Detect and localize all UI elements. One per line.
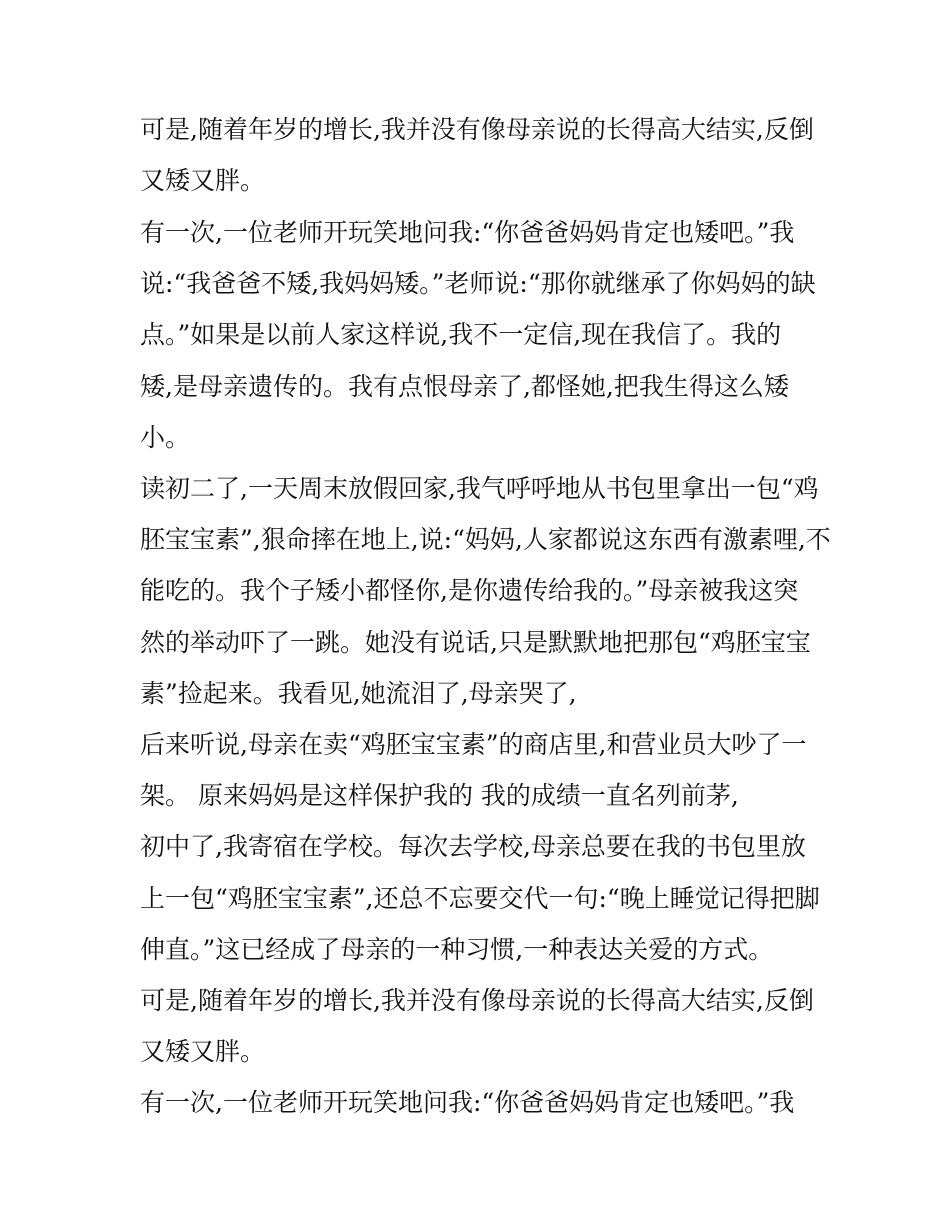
text-line: 又矮又胖。 (140, 1037, 266, 1066)
text-line: 小。 (140, 423, 191, 452)
text-line: 架。 原来妈妈是这样保护我的 我的成绩一直名列前茅, (140, 781, 739, 810)
text-line: 素”捡起来。我看见,她流泪了,母亲哭了, (140, 679, 577, 708)
text-line: 上一包“鸡胚宝宝素”,还总不忘要交代一句:“晚上睡觉记得把脚 (140, 884, 820, 913)
text-line: 初中了,我寄宿在学校。每次去学校,母亲总要在我的书包里放 (140, 832, 806, 861)
text-line: 有一次,一位老师开玩笑地问我:“你爸爸妈妈肯定也矮吧。”我 (140, 218, 795, 247)
text-line: 能吃的。我个子矮小都怪你,是你遗传给我的。”母亲被我这突 (140, 576, 799, 605)
text-line: 又矮又胖。 (140, 166, 266, 195)
text-line: 可是,随着年岁的增长,我并没有像母亲说的长得高大结实,反倒 (140, 115, 814, 144)
text-line: 然的举动吓了一跳。她没有说话,只是默默地把那包“鸡胚宝宝 (140, 628, 811, 657)
text-line: 说:“我爸爸不矮,我妈妈矮。”老师说:“那你就继承了你妈妈的缺 (140, 269, 816, 298)
text-line: 读初二了,一天周末放假回家,我气呼呼地从书包里拿出一包“鸡 (140, 474, 819, 503)
text-line: 胚宝宝素”,狠命摔在地上,说:“妈妈,人家都说这东西有激素哩,不 (140, 525, 831, 554)
text-line: 有一次,一位老师开玩笑地问我:“你爸爸妈妈肯定也矮吧。”我 (140, 1088, 795, 1117)
text-line: 点。”如果是以前人家这样说,我不一定信,现在我信了。我的 (140, 320, 782, 349)
text-line: 伸直。”这已经成了母亲的一种习惯,一种表达关爱的方式。 (140, 935, 774, 964)
text-line: 可是,随着年岁的增长,我并没有像母亲说的长得高大结实,反倒 (140, 986, 814, 1015)
text-line: 矮,是母亲遗传的。我有点恨母亲了,都怪她,把我生得这么矮 (140, 372, 789, 401)
text-line: 后来听说,母亲在卖“鸡胚宝宝素”的商店里,和营业员大吵了一 (140, 730, 807, 759)
